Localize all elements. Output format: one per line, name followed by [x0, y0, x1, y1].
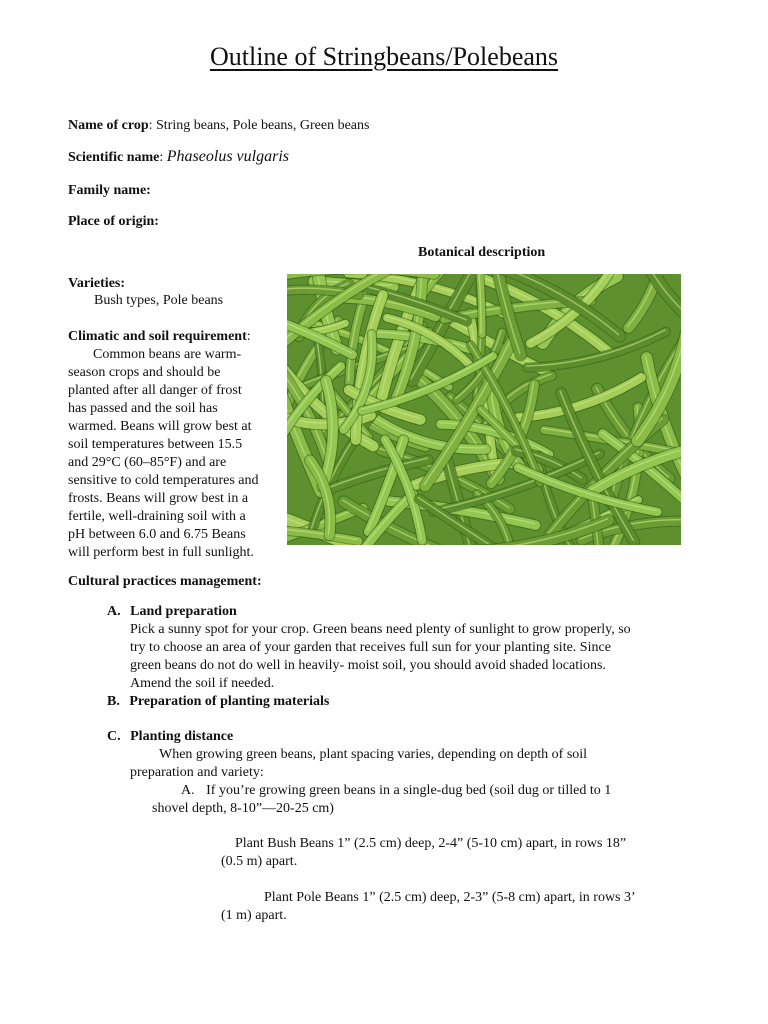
section-a-line: try to choose an area of your garden that receives full sun for your planting site. Since [130, 640, 611, 655]
scientific-name-label: Scientific name [68, 150, 160, 165]
climate-line: soil temperatures between 15.5 [68, 437, 243, 452]
crop-name-value: : String beans, Pole beans, Green beans [148, 118, 370, 133]
document-title: Outline of Stringbeans/Polebeans [209, 42, 559, 71]
section-a-line: green beans do not do well in heavily- moist soil, you should avoid shaded locations. [130, 658, 606, 673]
family-name-label: Family name: [68, 183, 151, 198]
climate-line: has passed and the soil has [68, 401, 218, 416]
climate-line: frosts. Beans will grow best in a [68, 491, 249, 506]
section-c-paragraph [130, 746, 587, 782]
botanical-description-heading: Botanical description [418, 245, 546, 260]
section-c-heading [107, 729, 233, 745]
scientific-name-sep: : [159, 150, 167, 165]
section-b-title: Preparation of planting materials [129, 694, 330, 709]
subsection-a-letter: A. [181, 783, 195, 798]
climate-line: fertile, well-draining soil with a [68, 509, 246, 524]
climate-line: planted after all danger of frost [68, 383, 242, 398]
scientific-name-value: Phaseolus vulgaris [166, 148, 289, 165]
section-a-letter: A. [107, 604, 121, 619]
section-c-title: Planting distance [130, 729, 234, 744]
section-a-line: Pick a sunny spot for your crop. Green beans need plenty of sunlight to grow properly, so [130, 622, 631, 637]
section-a-line: Amend the soil if needed. [130, 676, 275, 691]
pole-beans-line: (1 m) apart. [221, 908, 287, 923]
climate-label: Climatic and soil requirement [68, 329, 247, 344]
climate-paragraph [68, 346, 283, 562]
climate-line: pH between 6.0 and 6.75 Beans [68, 527, 246, 542]
section-a-title: Land preparation [130, 604, 237, 619]
section-c-line: preparation and variety: [130, 765, 264, 780]
varieties-value: Bush types, Pole beans [94, 293, 224, 308]
climate-line: sensitive to cold temperatures and [68, 473, 259, 488]
bush-beans-paragraph [221, 835, 626, 871]
crop-name-label: Name of crop [68, 118, 149, 133]
section-b-heading [107, 694, 329, 710]
varieties-label: Varieties: [68, 276, 126, 291]
pole-beans-line: Plant Pole Beans 1” (2.5 cm) deep, 2-3” (5-8 cm) apart, in rows 3’ [264, 890, 636, 905]
climate-line: season crops and should be [68, 365, 221, 380]
crop-name-line [68, 118, 369, 134]
climate-line: will perform best in full sunlight. [68, 545, 254, 560]
scientific-name-line [68, 148, 289, 166]
bush-beans-line: (0.5 m) apart. [221, 854, 298, 869]
subsection-a [152, 782, 611, 818]
green-beans-illustration [287, 274, 681, 545]
climate-colon: : [246, 329, 251, 344]
pole-beans-paragraph [221, 889, 636, 925]
subsection-a-line: shovel depth, 8-10”—20-25 cm) [152, 801, 334, 816]
climate-heading [68, 329, 251, 345]
subsection-a-line: If you’re growing green beans in a single-dug bed (soil dug or tilled to 1 [206, 783, 612, 798]
section-a-paragraph [130, 621, 631, 693]
section-a-heading [107, 604, 237, 620]
climate-line: warmed. Beans will grow best at [68, 419, 252, 434]
climate-line: and 29°C (60–85°F) and are [68, 455, 227, 470]
subsection-a-first-line [152, 782, 611, 800]
bush-beans-line: Plant Bush Beans 1” (2.5 cm) deep, 2-4” (5-10 cm) apart, in rows 18” [235, 836, 627, 851]
section-c-line: When growing green beans, plant spacing varies, depending on depth of soil [159, 747, 588, 762]
cultural-practices-heading: Cultural practices management: [68, 574, 262, 589]
section-b-letter: B. [107, 694, 120, 709]
climate-line: Common beans are warm- [93, 347, 242, 362]
section-c-letter: C. [107, 729, 121, 744]
place-of-origin-label: Place of origin: [68, 214, 159, 229]
green-beans-photo [287, 274, 681, 545]
